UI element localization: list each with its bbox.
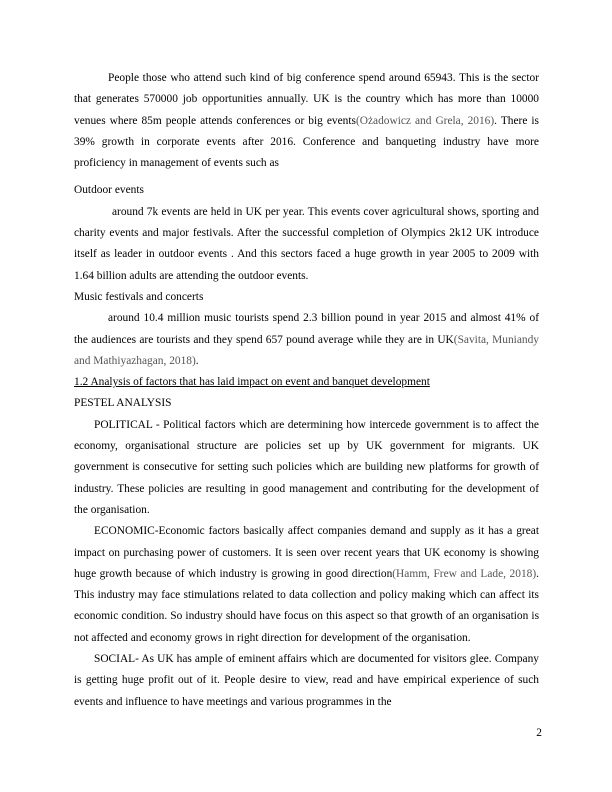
outdoor-events-title: Outdoor events [74, 184, 144, 197]
social-paragraph: SOCIAL- As UK has ample of eminent affairs which are documented for visitors glee. Company is getting huge profit out of it. People desire to view, read and have empirical experience of such events and influence to have meetings and various programmes in the [74, 653, 539, 708]
outdoor-events-paragraph: around 7k events are held in UK per year. This events cover agricultural shows, sporting and charity events and major festivals. After the successful completion of Olympics 2k12 UK introduce itself as leader in outdoor events . And this sectors faced a huge growth in year 2005 to 2009 with 1.64 billion adults are attending the outdoor events. [74, 205, 539, 282]
section-heading: 1.2 Analysis of factors that has laid impact on event and banquet development [74, 376, 430, 389]
intro-paragraph [74, 68, 539, 174]
intro-text-after: . There is 39% growth in corporate events after 2016. Conference and banqueting industry have more proficiency in management of events such as [74, 114, 539, 170]
economic-citation: (Hamm, Frew and Lade, 2018) [392, 567, 537, 580]
music-text-after: . [195, 354, 199, 367]
economic-text: ECONOMIC-Economic factors basically affect companies demand and supply as it has a great impact on purchasing power of customers. It is seen over recent years that UK economy is showing huge growth because of which industry is growing in good direction [74, 525, 539, 580]
economic-text-after: . This industry may face stimulations related to data collection and policy making which can affect its economic condition. So industry should have focus on this aspect so that growth of an organisation is not affected and economy grows in right direction for development of the organisation. [74, 567, 539, 644]
music-text: around 10.4 million music tourists spend 2.3 billion pound in year 2015 and almost 41% of the audiences are tourists and they spend 657 pound average while they are in UK [74, 312, 539, 346]
page-number: 2 [536, 727, 542, 739]
music-festivals-title: Music festivals and concerts [74, 290, 204, 303]
page-content [74, 68, 539, 713]
intro-citation: (Ożadowicz and Grela, 2016) [355, 114, 495, 127]
music-citation: (Savita, Muniandy and Mathiyazhagan, 2018) [74, 333, 539, 367]
political-paragraph: POLITICAL - Political factors which are determining how intercede government is to affect the economy, organisational structure are policies set up by UK government for migrants. UK government is consecutive for setting such policies which are building new platforms for growth of industry. These policies are resulting in good management and contributing for the development of the organisation. [74, 418, 539, 516]
music-festivals-paragraph [74, 308, 539, 372]
economic-paragraph [74, 521, 539, 649]
intro-text: People those who attend such kind of big conference spend around 65943. This is the sector that generates 570000 job opportunities annually. UK is the country which has more than 10000 venues where 85m people attends conferences or big events [74, 72, 539, 127]
pestel-title: PESTEL ANALYSIS [74, 397, 172, 410]
